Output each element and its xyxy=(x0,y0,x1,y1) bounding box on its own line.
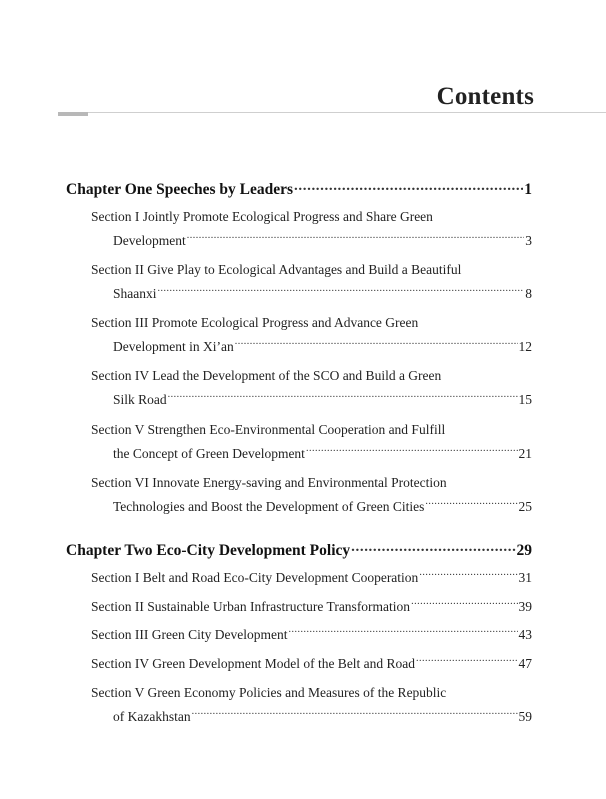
section-title: Section IV Lead the Development of the SCO and Build a Green xyxy=(91,368,442,383)
section-page-number: 3 xyxy=(525,233,532,248)
chapter-entry[interactable] xyxy=(66,539,532,561)
dot-leader xyxy=(294,178,523,194)
section-title-continued: Shaanxi xyxy=(113,286,157,301)
dot-leader xyxy=(416,655,517,669)
section-page-number: 31 xyxy=(518,570,532,585)
section-title-continued: Development xyxy=(113,233,186,248)
section-entry[interactable] xyxy=(91,258,532,306)
dot-leader xyxy=(411,598,517,612)
section-title: Section III Promote Ecological Progress and Advance Green xyxy=(91,315,419,330)
section-title: Section I Belt and Road Eco-City Development Cooperation xyxy=(91,570,419,585)
chapter-title: Chapter Two Eco-City Development Policy xyxy=(66,541,351,559)
section-title: Section III Green City Development xyxy=(91,627,288,642)
section-entry[interactable] xyxy=(91,566,532,590)
dot-leader xyxy=(168,391,518,405)
section-title: Section V Strengthen Eco-Environmental Cooperation and Fulfill xyxy=(91,422,446,437)
dot-leader xyxy=(187,232,525,246)
chapter-title: Chapter One Speeches by Leaders xyxy=(66,180,294,198)
section-title-continued: Development in Xi’an xyxy=(113,339,234,354)
section-title: Section II Give Play to Ecological Advantages and Build a Beautiful xyxy=(91,262,462,277)
section-title: Section I Jointly Promote Ecological Progress and Share Green xyxy=(91,209,433,224)
section-entry[interactable] xyxy=(91,623,532,647)
chapter-page-number: 1 xyxy=(524,180,532,198)
section-title-continued: of Kazakhstan xyxy=(113,709,191,724)
section-entry[interactable] xyxy=(91,471,532,519)
section-page-number: 12 xyxy=(518,339,532,354)
title-rule-accent xyxy=(58,112,88,116)
section-title: Section II Sustainable Urban Infrastructure Transformation xyxy=(91,599,411,614)
section-page-number: 39 xyxy=(518,599,532,614)
dot-leader xyxy=(158,285,525,299)
dot-leader xyxy=(425,498,517,512)
chapter-page-number: 29 xyxy=(516,541,532,559)
section-page-number: 8 xyxy=(525,286,532,301)
dot-leader xyxy=(351,539,515,555)
dot-leader xyxy=(306,445,518,459)
section-title-continued: the Concept of Green Development xyxy=(113,446,305,461)
section-title: Section IV Green Development Model of the Belt and Road xyxy=(91,656,416,671)
section-entry[interactable] xyxy=(91,311,532,359)
section-entry[interactable] xyxy=(91,595,532,619)
dot-leader xyxy=(235,338,518,352)
section-entry[interactable] xyxy=(91,652,532,676)
section-page-number: 15 xyxy=(518,392,532,407)
section-page-number: 59 xyxy=(518,709,532,724)
dot-leader xyxy=(419,569,517,583)
chapter-entry[interactable] xyxy=(66,178,532,200)
section-page-number: 43 xyxy=(518,627,532,642)
section-entry[interactable] xyxy=(91,205,532,253)
section-entry[interactable] xyxy=(91,364,532,412)
section-title-continued: Technologies and Boost the Development of Green Cities xyxy=(113,499,425,514)
section-page-number: 47 xyxy=(518,656,532,671)
page-title: Contents xyxy=(436,83,534,110)
section-page-number: 25 xyxy=(518,499,532,514)
section-entry[interactable] xyxy=(91,681,532,729)
section-entry[interactable] xyxy=(91,418,532,466)
section-page-number: 21 xyxy=(518,446,532,461)
section-title: Section VI Innovate Energy-saving and Environmental Protection xyxy=(91,475,447,490)
section-title-continued: Silk Road xyxy=(113,392,167,407)
section-title: Section V Green Economy Policies and Measures of the Republic xyxy=(91,685,447,700)
title-rule xyxy=(58,112,606,113)
dot-leader xyxy=(192,708,518,722)
dot-leader xyxy=(288,626,517,640)
